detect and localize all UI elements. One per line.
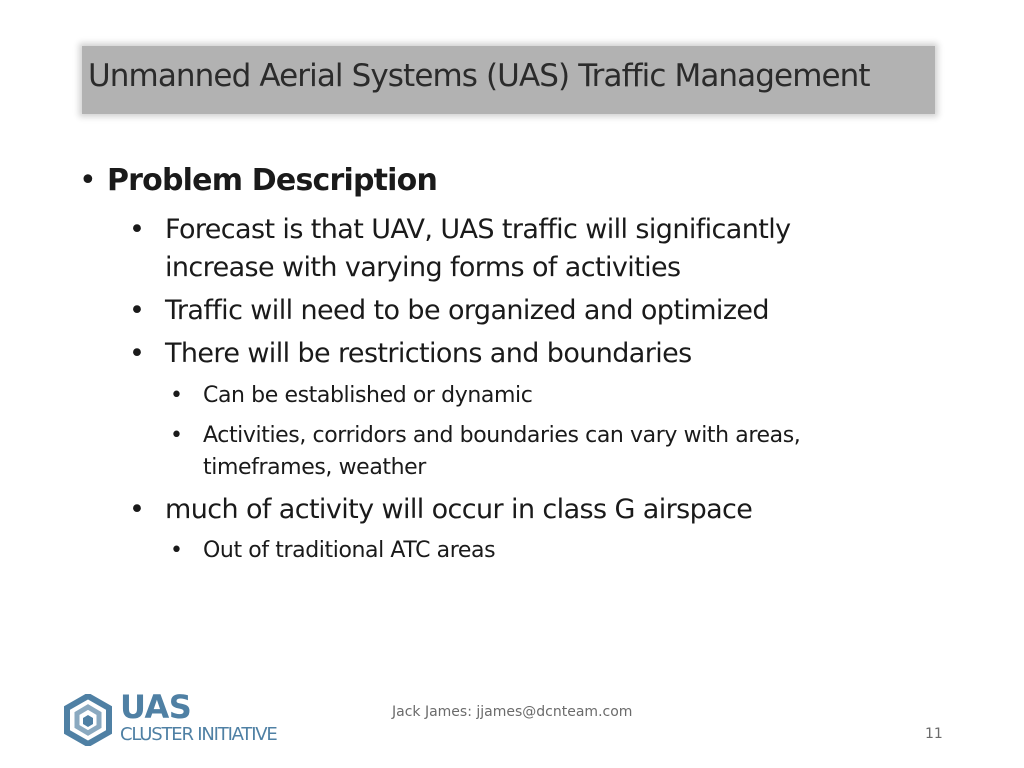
bullet-item (129, 491, 753, 529)
bullet-dot: • (170, 423, 183, 448)
bullet-dot: • (170, 383, 183, 408)
slide-title: Unmanned Aerial Systems (UAS) Traffic Management (88, 58, 870, 94)
page-number: 11 (925, 726, 943, 742)
logo-subtitle: CLUSTER INITIATIVE (120, 724, 277, 745)
bullet-dot: • (129, 338, 145, 369)
bullet-text: Can be established or dynamic (203, 383, 533, 408)
hexagon-logo-icon (62, 694, 114, 746)
bullet-text: Out of traditional ATC areas (203, 538, 496, 563)
bullet-text: timeframes, weather (203, 455, 426, 480)
sub-bullet-item (170, 420, 801, 452)
bullet-dot: • (79, 163, 96, 198)
bullet-text: Forecast is that UAV, UAS traffic will significantly (165, 214, 791, 245)
sub-bullet-item (170, 535, 496, 567)
bullet-heading (79, 163, 438, 198)
sub-bullet-item-continuation (203, 452, 426, 484)
bullet-text: increase with varying forms of activities (165, 252, 681, 283)
footer-author: Jack James: jjames@dcnteam.com (392, 704, 633, 720)
bullet-item (129, 292, 769, 330)
bullet-text: Traffic will need to be organized and optimized (165, 295, 769, 326)
logo-title: UAS (120, 688, 192, 726)
bullet-item (129, 335, 692, 373)
bullet-heading-text: Problem Description (107, 163, 438, 198)
bullet-text: There will be restrictions and boundaries (165, 338, 692, 369)
bullet-dot: • (129, 295, 145, 326)
title-bar (82, 46, 935, 114)
bullet-text: much of activity will occur in class G airspace (165, 494, 753, 525)
bullet-dot: • (170, 538, 183, 563)
sub-bullet-item (170, 380, 533, 412)
bullet-item-continuation (165, 249, 681, 287)
bullet-dot: • (129, 494, 145, 525)
bullet-item (129, 211, 791, 249)
bullet-dot: • (129, 214, 145, 245)
uas-cluster-logo (62, 688, 302, 750)
bullet-text: Activities, corridors and boundaries can vary with areas, (203, 423, 801, 448)
